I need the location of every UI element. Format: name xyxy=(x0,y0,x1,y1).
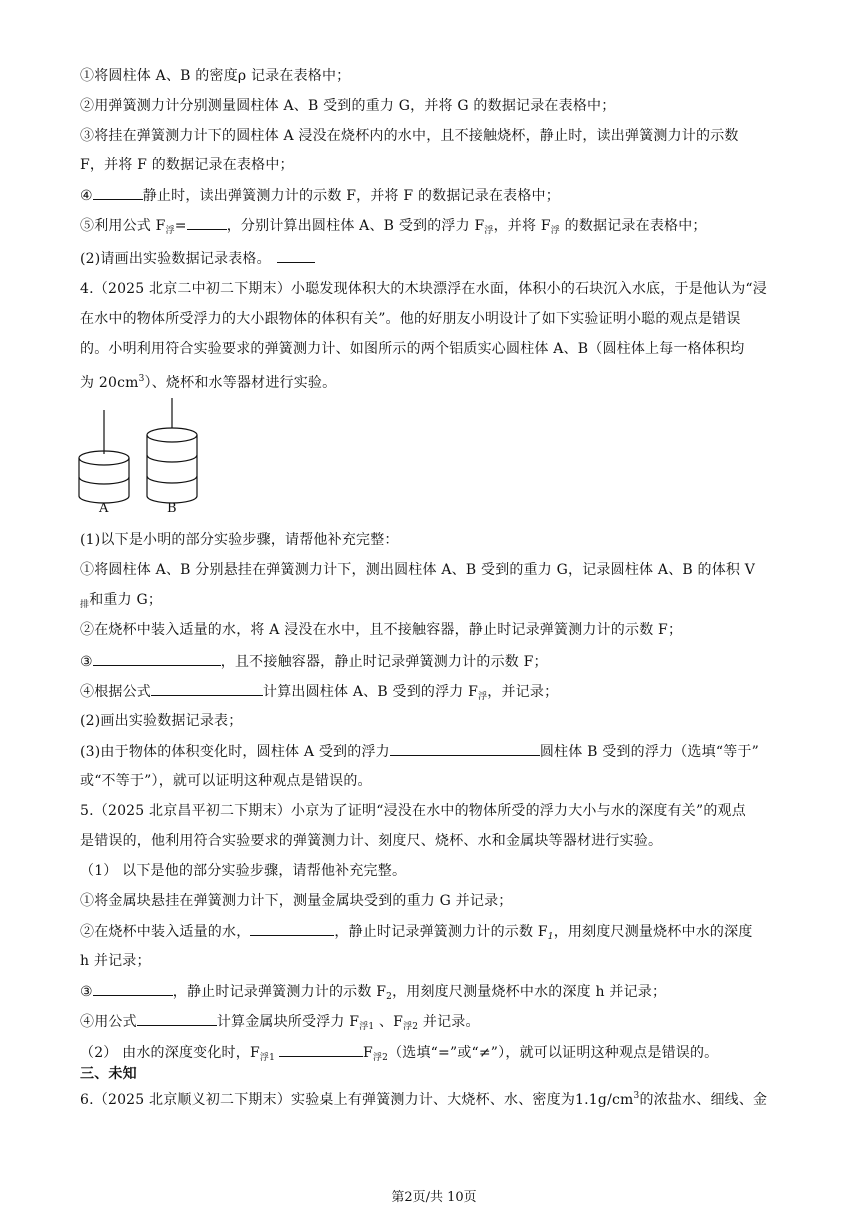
answer-blank[interactable] xyxy=(390,741,540,756)
q5-step-4 xyxy=(80,1011,795,1037)
q4-step-4 xyxy=(80,681,795,707)
text: ④用公式 xyxy=(80,1014,137,1030)
question-4-line-3 xyxy=(80,339,795,359)
step-4-line xyxy=(80,185,795,206)
cylinder-b-divider-1 xyxy=(147,455,197,462)
cylinders-figure xyxy=(78,398,208,522)
text: （2） 由水的深度变化时，F xyxy=(80,1045,260,1061)
text: ）、烧杯和水等器材进行实验。 xyxy=(144,375,337,391)
text: (1)以下是小明的部分实验步骤，请帮他补充完整： xyxy=(80,532,399,548)
q5-part-1 xyxy=(80,861,795,881)
text: h 并记录； xyxy=(80,953,151,969)
subscript: 浮 xyxy=(478,692,488,702)
text: 圆柱体 B 受到的浮力（选填“等于” xyxy=(539,744,759,760)
superscript: 3 xyxy=(138,374,145,384)
text: ⑤利用公式 F xyxy=(80,218,166,234)
answer-blank[interactable] xyxy=(93,651,221,666)
text: ，分别计算出圆柱体 A、B 受到的浮力 F xyxy=(226,218,485,234)
part-2-line xyxy=(80,248,795,269)
text: 的数据记录在表格中； xyxy=(559,218,707,234)
subscript: 排 xyxy=(80,600,90,610)
q4-part-3 xyxy=(80,741,795,762)
answer-blank[interactable] xyxy=(93,185,143,200)
label-a: A xyxy=(99,501,109,516)
text: 计算金属块所受浮力 F xyxy=(216,1014,360,1030)
superscript: 3 xyxy=(633,1091,640,1101)
q4-step-intro xyxy=(80,530,795,550)
cylinder-b-top xyxy=(147,428,197,442)
text: 、F xyxy=(374,1014,404,1030)
text: ，并将 F xyxy=(493,218,551,234)
subscript: 浮 xyxy=(165,226,175,236)
answer-blank[interactable] xyxy=(279,1042,363,1057)
answer-blank[interactable] xyxy=(250,921,334,936)
text: ②在烧杯中装入适量的水，将 A 浸没在水中，且不接触容器，静止时记录弹簧测力计的示数 F； xyxy=(80,622,683,638)
text: ②用弹簧测力计分别测量圆柱体 A、B 受到的重力 G，并将 G 的数据记录在表格中； xyxy=(80,98,616,114)
text: 5.（2025 北京昌平初二下期末）小京为了证明“浸没在水中的物体所受的浮力大小与水的深度有关”的观点 xyxy=(80,803,746,819)
label-b: B xyxy=(167,501,177,516)
text: F xyxy=(363,1045,373,1061)
q5-step-3 xyxy=(80,981,795,1007)
text: 或“不等于”），就可以证明这种观点是错误的。 xyxy=(80,773,372,789)
q4-step-2 xyxy=(80,620,795,640)
text: = xyxy=(174,218,187,234)
text: ①将金属块悬挂在弹簧测力计下，测量金属块受到的重力 G 并记录； xyxy=(80,893,513,909)
text: 静止时，读出弹簧测力计的示数 F，并将 F 的数据记录在表格中； xyxy=(142,188,560,204)
text: 并记录。 xyxy=(418,1014,480,1030)
question-4-line-4 xyxy=(80,369,795,393)
answer-blank[interactable] xyxy=(187,215,227,230)
q4-part-3-cont xyxy=(80,771,795,791)
text: ③ xyxy=(80,984,93,1000)
text: ②在烧杯中装入适量的水， xyxy=(80,924,251,940)
text: ，用刻度尺测量烧杯中水的深度 h 并记录； xyxy=(392,984,667,1000)
text: 1.1g/cm xyxy=(575,1092,634,1108)
step-3-line-cont xyxy=(80,155,795,175)
text: ③将挂在弹簧测力计下的圆柱体 A 浸没在烧杯内的水中，且不接触烧杯，静止时，读出弹簧测力计的示数 xyxy=(80,128,739,144)
cylinder-b-divider-2 xyxy=(147,476,197,483)
subscript: 1 xyxy=(547,932,554,942)
text: （1） 以下是他的部分实验步骤，请帮他补充完整。 xyxy=(80,863,407,879)
subscript: 浮2 xyxy=(403,1022,419,1032)
text: 的浓盐水、细线、金 xyxy=(639,1092,768,1108)
text: ①将圆柱体 A、B 的密度ρ 记录在表格中； xyxy=(80,68,351,84)
text: ③ xyxy=(80,654,93,670)
answer-blank[interactable] xyxy=(151,681,263,696)
text: 是错误的，他利用符合实验要求的弹簧测力计、刻度尺、烧杯、水和金属块等器材进行实验。 xyxy=(80,833,663,849)
answer-blank[interactable] xyxy=(137,1011,217,1026)
answer-blank[interactable] xyxy=(93,981,173,996)
question-4-line-2 xyxy=(80,309,795,329)
text: 在水中的物体所受浮力的大小跟物体的体积有关”。他的好朋友小明设计了如下实验证明小聪的观点是错误 xyxy=(80,311,741,327)
q4-step-3 xyxy=(80,651,795,672)
subscript: 浮2 xyxy=(372,1053,389,1063)
text: ④ xyxy=(80,188,93,204)
step-5-line xyxy=(80,215,795,241)
text: 三、未知 xyxy=(80,1066,137,1082)
text: (2)画出实验数据记录表； xyxy=(80,713,243,729)
cylinders-drawing xyxy=(78,398,208,518)
step-1-line xyxy=(80,66,795,86)
question-5-line-2 xyxy=(80,831,795,851)
text: ④根据公式 xyxy=(80,684,151,700)
text: 的。小明利用符合实验要求的弹簧测力计、如图所示的两个铝质实心圆柱体 A、B（圆柱体上每一格体积均 xyxy=(80,341,745,357)
text: ，并记录； xyxy=(487,684,559,700)
q5-step-2-cont xyxy=(80,951,795,971)
question-5-line-1 xyxy=(80,801,795,821)
question-4-line-1 xyxy=(80,279,795,299)
subscript: 浮 xyxy=(484,226,494,236)
q5-step-1 xyxy=(80,891,795,911)
text: 计算出圆柱体 A、B 受到的浮力 F xyxy=(263,684,479,700)
step-3-line xyxy=(80,126,795,146)
question-6-line-1 xyxy=(80,1086,795,1110)
subscript: 浮1 xyxy=(259,1053,276,1063)
q4-step-1 xyxy=(80,560,795,580)
text: 为 20cm xyxy=(80,375,139,391)
q5-step-2 xyxy=(80,921,795,947)
text: 4.（2025 北京二中初二下期末）小聪发现体积大的木块漂浮在水面，体积小的石块沉入水底，于是他认为“浸 xyxy=(80,281,767,297)
section-heading xyxy=(80,1064,795,1084)
text: (2)请画出实验数据记录表格。 xyxy=(80,251,271,267)
text: ，静止时记录弹簧测力计的示数 F xyxy=(334,924,548,940)
text: ，用刻度尺测量烧杯中水的深度 xyxy=(553,924,753,940)
q4-part-2 xyxy=(80,711,795,731)
step-2-line xyxy=(80,96,795,116)
text: ，静止时记录弹簧测力计的示数 F xyxy=(172,984,387,1000)
answer-blank[interactable] xyxy=(277,248,315,263)
subscript: 2 xyxy=(386,992,393,1002)
text: 6.（2025 北京顺义初二下期末）实验桌上有弹簧测力计、大烧杯、水、密度为 xyxy=(80,1092,576,1108)
text: （选填“=”或“≠”），就可以证明这种观点是错误的。 xyxy=(388,1045,719,1061)
text: ①将圆柱体 A、B 分别悬挂在弹簧测力计下，测出圆柱体 A、B 受到的重力 G，记录圆柱体 A、B 的体积 V xyxy=(80,562,756,578)
text: ，且不接触容器，静止时记录弹簧测力计的示数 F； xyxy=(220,654,548,670)
text: (3)由于物体的体积变化时，圆柱体 A 受到的浮力 xyxy=(80,744,390,760)
q4-step-1-cont xyxy=(80,590,795,615)
page-footer: 第2页/共 10页 xyxy=(391,1190,477,1205)
cylinder-b-body xyxy=(147,435,197,503)
text: 和重力 G； xyxy=(89,592,163,608)
text: F，并将 F 的数据记录在表格中； xyxy=(80,157,294,173)
subscript: 浮1 xyxy=(359,1022,375,1032)
cylinder-a-divider xyxy=(79,477,129,484)
subscript: 浮 xyxy=(550,226,560,236)
